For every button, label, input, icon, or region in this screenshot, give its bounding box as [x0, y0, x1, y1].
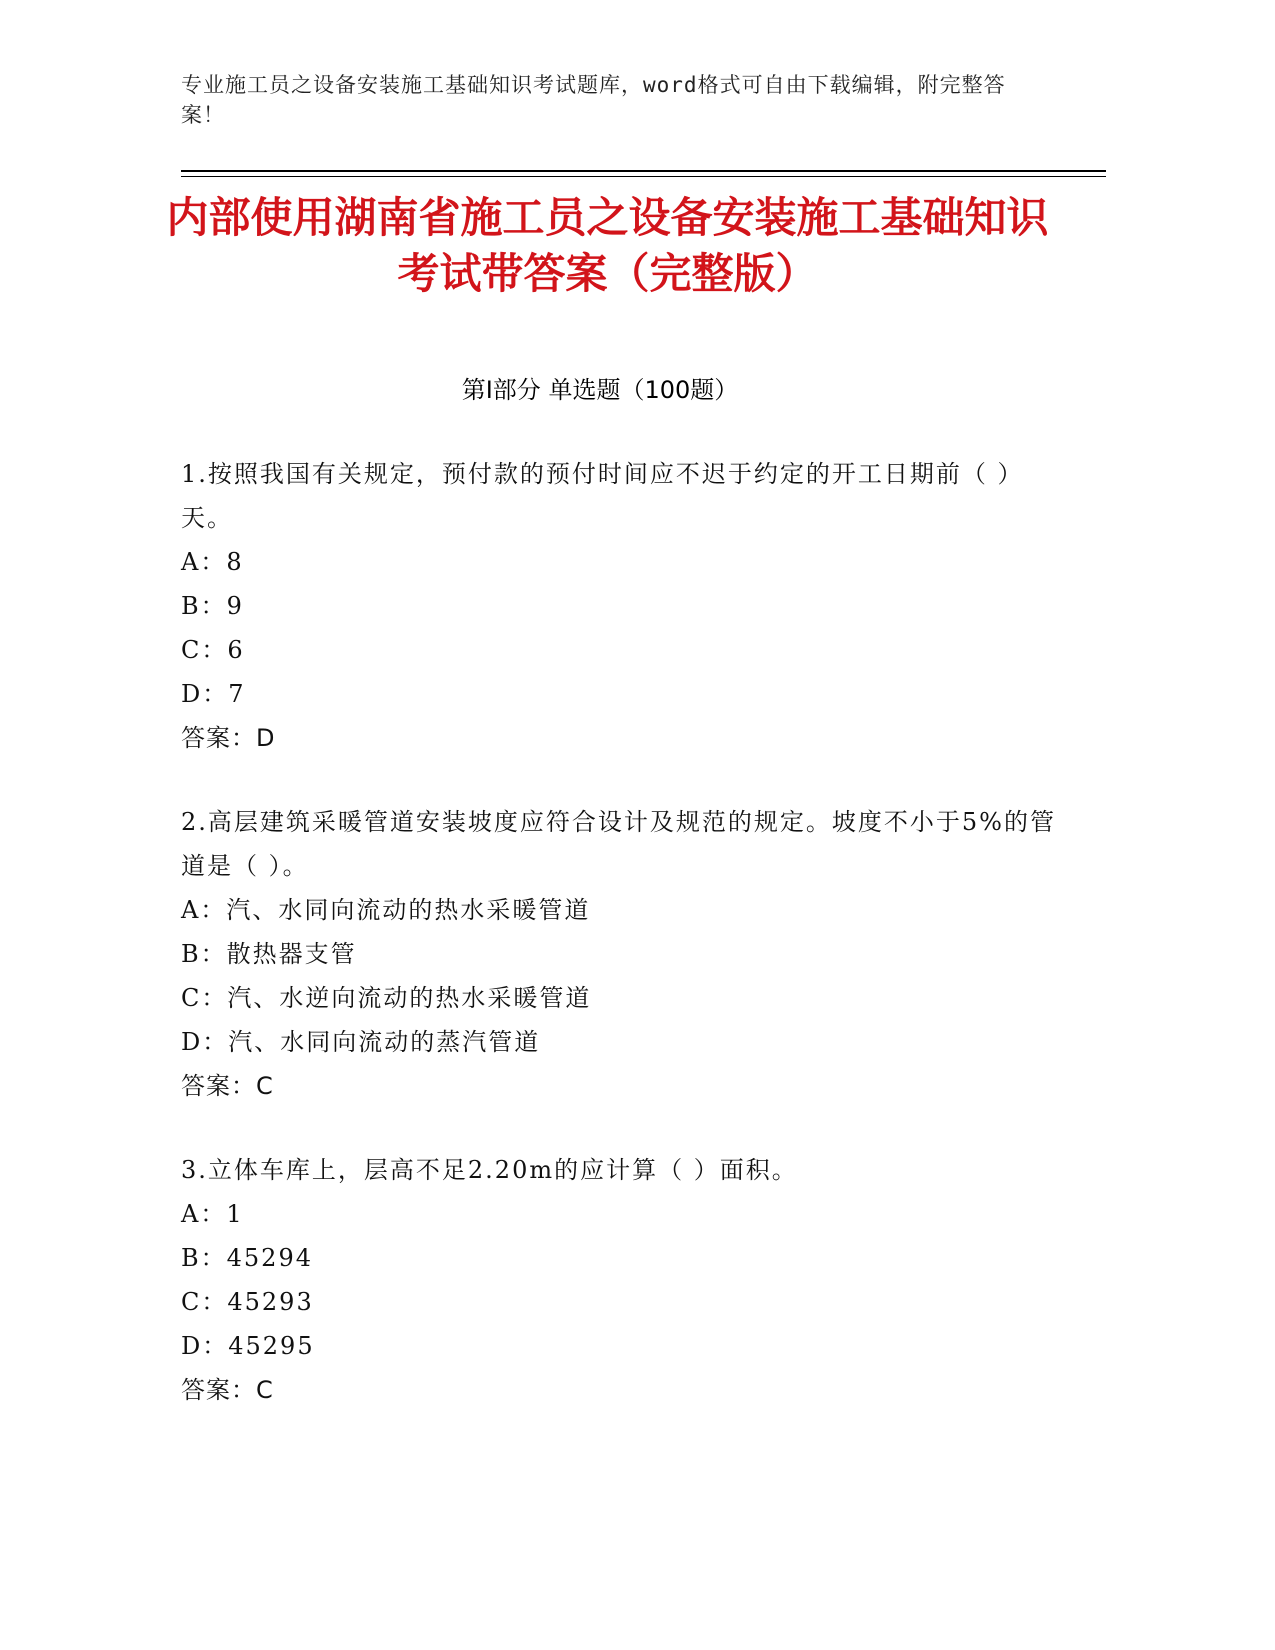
header-rule-thick — [181, 170, 1106, 172]
question-2 — [181, 800, 1061, 1108]
option-d: D：汽、水同向流动的蒸汽管道 — [181, 1028, 541, 1056]
question-stem: 1.按照我国有关规定，预付款的预付时间应不迟于约定的开工日期前（ ）天。 — [181, 460, 1024, 532]
question-3 — [181, 1148, 1061, 1412]
option-a: A：1 — [181, 1200, 244, 1228]
answer: 答案：C — [181, 1376, 274, 1404]
option-c: C：45293 — [181, 1288, 314, 1316]
option-c: C：6 — [181, 636, 245, 664]
question-1 — [181, 452, 1061, 760]
answer: 答案：D — [181, 724, 276, 752]
section-title: 第Ⅰ部分 单选题（100题） — [461, 376, 739, 404]
option-a: A：8 — [181, 548, 244, 576]
question-stem: 2.高层建筑采暖管道安装坡度应符合设计及规范的规定。坡度不小于5%的管道是（ ）。 — [181, 808, 1056, 880]
answer: 答案：C — [181, 1072, 274, 1100]
question-list — [181, 452, 1061, 1452]
option-a: A：汽、水同向流动的热水采暖管道 — [181, 896, 591, 924]
option-c: C：汽、水逆向流动的热水采暖管道 — [181, 984, 592, 1012]
question-stem: 3.立体车库上，层高不足2.20m的应计算（ ）面积。 — [181, 1156, 798, 1184]
option-d: D：7 — [181, 680, 246, 708]
header-note: 专业施工员之设备安装施工基础知识考试题库，word格式可自由下载编辑，附完整答案！ — [181, 73, 1006, 127]
document-title: 内部使用湖南省施工员之设备安装施工基础知识考试带答案（完整版） — [166, 193, 1049, 298]
header-rule-thin — [181, 176, 1106, 177]
option-b: B：9 — [181, 592, 244, 620]
option-d: D：45295 — [181, 1332, 315, 1360]
option-b: B：散热器支管 — [181, 940, 357, 968]
option-b: B：45294 — [181, 1244, 313, 1272]
